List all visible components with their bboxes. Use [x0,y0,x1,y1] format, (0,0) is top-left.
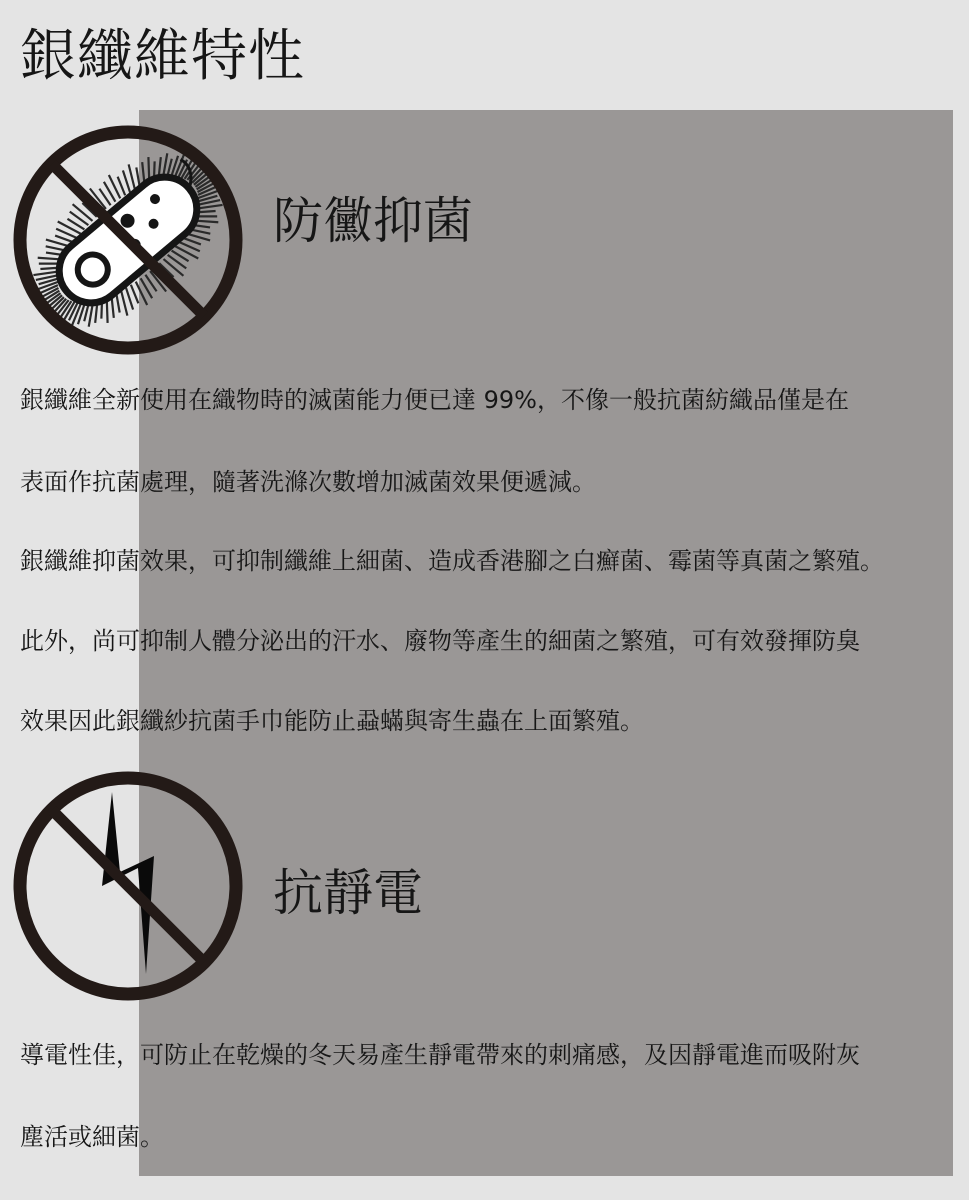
no-bacteria-icon [10,122,246,358]
paragraph-line: 此外，尚可抑制人體分泌出的汗水、廢物等產生的細菌之繁殖，可有效發揮防臭 [20,627,860,655]
paragraph-line: 表面作抗菌處理，隨著洗滌次數增加滅菌效果便遞減。 [20,468,596,496]
paragraph-line: 塵活或細菌。 [20,1123,164,1151]
paragraph-line: 效果因此銀纖紗抗菌手巾能防止蝨蟎與寄生蟲在上面繁殖。 [20,707,644,735]
no-static-electricity-icon [10,768,246,1004]
paragraph-line: 銀纖維抑菌效果，可抑制纖維上細菌、造成香港腳之白癬菌、霉菌等真菌之繁殖。 [20,547,884,575]
paragraph-line: 銀纖維全新使用在織物時的滅菌能力便已達 99%，不像一般抗菌紡織品僅是在 [20,386,849,414]
section-heading-antibacterial: 防黴抑菌 [273,192,473,250]
page-title: 銀纖維特性 [20,24,305,89]
paragraph-line: 導電性佳，可防止在乾燥的冬天易產生靜電帶來的刺痛感，及因靜電進而吸附灰 [20,1041,860,1069]
section-heading-antistatic: 抗靜電 [273,864,423,922]
